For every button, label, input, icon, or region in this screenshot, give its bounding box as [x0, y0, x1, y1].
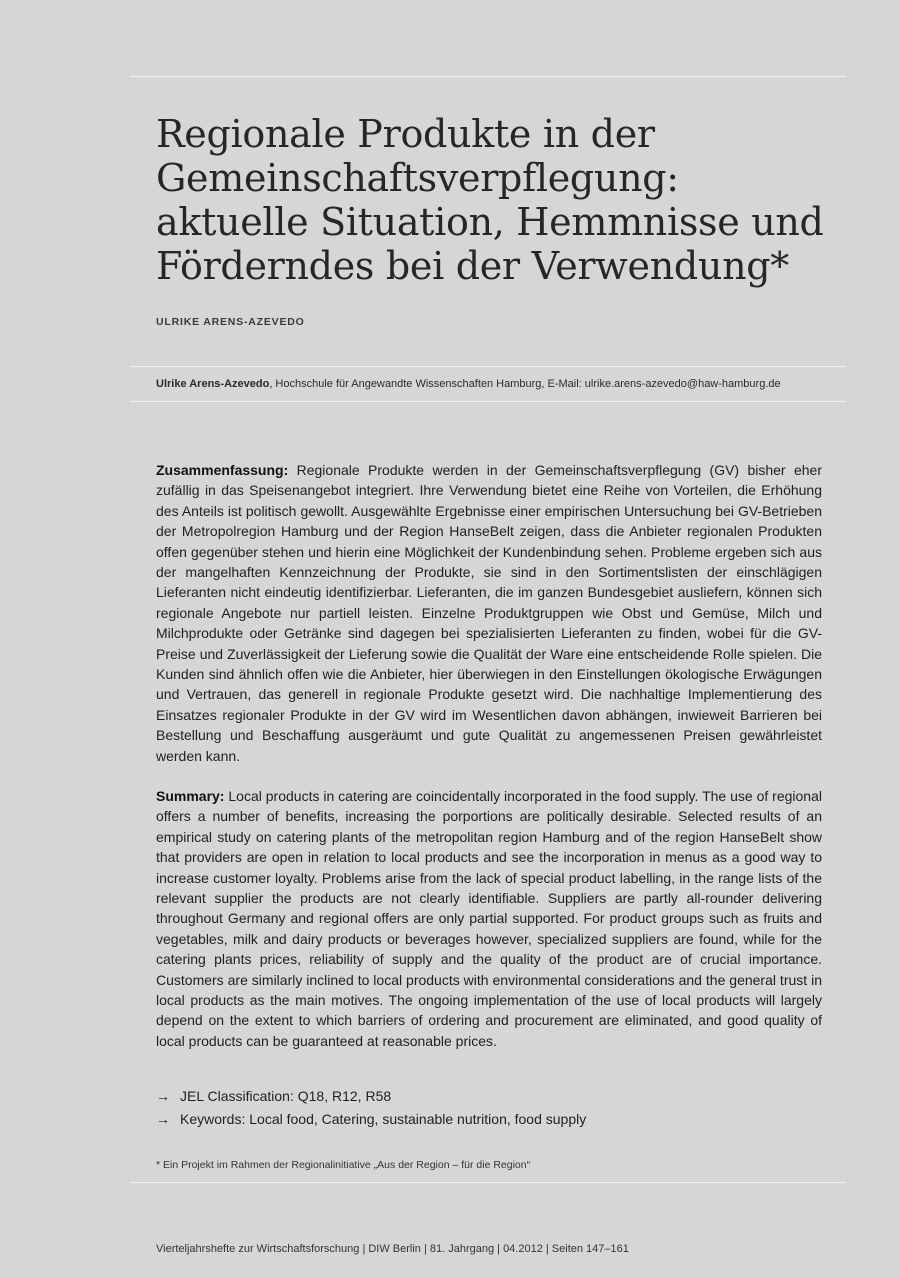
- abstract-german: [156, 460, 822, 766]
- title-line: aktuelle Situation, Hemmnisse und: [156, 200, 824, 244]
- title-line: Gemeinschaftsverpflegung:: [156, 156, 679, 200]
- abstract-german-text: Regionale Produkte werden in der Gemeinschaftsverpflegung (GV) bisher eher zufällig in das Speisenangebot integriert. Ihre Verwendung bietet eine Reihe von Vorteilen, die Erhöhung des Anteils ist politisch gewollt. Ausgewählte Ergebnisse einer empirischen Untersuchung bei GV-Betrieben der Metropolregion Hamburg und der Region HanseBelt zeigen, dass die Anbieter regionalen Produkten offen gegenüber stehen und hierin eine Möglichkeit der Kundenbindung sehen. Probleme ergeben sich aus der mangelhaften Kennzeichnung der Produkte, sie sind in den Sortimentslisten der einschlägigen Lieferanten nicht eindeutig identifizierbar. Lieferanten, die im ganzen Bundesgebiet ausliefern, können sich regionale Angebote nur partiell leisten. Einzelne Produktgruppen wie Obst und Gemüse, Milch und Milchprodukte oder Getränke sind dagegen bei spezialisierten Lieferanten zu finden, wobei für die GV-Preise und Zuverlässigkeit der Lieferung sowie die Qualität der Ware eine entscheidende Rolle spielen. Die Kunden sind ähnlich offen wie die Anbieter, hier überwiegen in den Einstellungen ökologische Erwägungen und Vertrauen, das generell in regionale Produkte gesetzt wird. Die nachhaltige Implementierung des Einsatzes regionaler Produkte in der GV wird im Wesentlichen davon abhängen, inwieweit Barrieren bei Bestellung und Beschaffung ausgeräumt und gute Qualität zu angemessenen Preisen gewährleistet werden kann.: [156, 462, 822, 764]
- affiliation-name: Ulrike Arens-Azevedo: [156, 378, 270, 390]
- footer-rule: [130, 1182, 846, 1183]
- abstract-english: [156, 786, 822, 1051]
- affiliation-bottom-rule: [130, 401, 846, 402]
- author-name: ULRIKE ARENS-AZEVEDO: [156, 316, 305, 328]
- abstract-english-label: Summary:: [156, 788, 225, 804]
- abstract-english-text: Local products in catering are coincidentally incorporated in the food supply. The use of regional offers a number of benefits, increasing the porportions are politically desirable. Selected results of an empirical study on catering plants of the metropolitan region Hamburg and of the region HanseBelt show that providers are open in relation to local products and see the incorporation in menus as a good way to increase customer loyalty. Problems arise from the lack of special product labelling, in the range lists of the relevant supplier the products are not clearly identifiable. Suppliers are partly all-rounder delivering throughout Germany and regional offers are only partial supported. For product groups such as fruits and vegetables, milk and dairy products or beverages however, specialized suppliers are found, while for the catering plants prices, reliability of supply and the quality of the product are of crucial importance. Customers are similarly inclined to local products with environmental considerations and the general trust in local products as the main motives. The ongoing implementation of the use of local products will largely depend on the extent to which barriers of ordering and procurement are eliminated, and good quality of local products can be guaranteed at reasonable prices.: [156, 788, 822, 1049]
- footnote: * Ein Projekt im Rahmen der Regionalinitiative „Aus der Region – für die Region“: [156, 1159, 531, 1171]
- paper-title: [156, 112, 846, 288]
- affiliation-top-rule: [130, 366, 846, 367]
- arrow-right-icon: →: [156, 1111, 170, 1127]
- jel-text: JEL Classification: Q18, R12, R58: [180, 1088, 392, 1104]
- affiliation-details: , Hochschule für Angewandte Wissenschaften Hamburg, E-Mail: ulrike.arens-azevedo@haw-hamburg.de: [269, 378, 781, 390]
- title-line: Regionale Produkte in der: [156, 112, 655, 156]
- top-rule: [130, 76, 846, 77]
- author-affiliation: [156, 378, 781, 390]
- journal-citation: Vierteljahrshefte zur Wirtschaftsforschung | DIW Berlin | 81. Jahrgang | 04.2012 | Seiten 147–161: [156, 1243, 629, 1255]
- keywords-text: Keywords: Local food, Catering, sustainable nutrition, food supply: [180, 1111, 587, 1127]
- keywords: [156, 1111, 586, 1127]
- title-line: Förderndes bei der Verwendung*: [156, 244, 789, 288]
- abstract-german-label: Zusammenfassung:: [156, 462, 289, 478]
- arrow-right-icon: →: [156, 1088, 170, 1104]
- jel-classification: [156, 1088, 391, 1104]
